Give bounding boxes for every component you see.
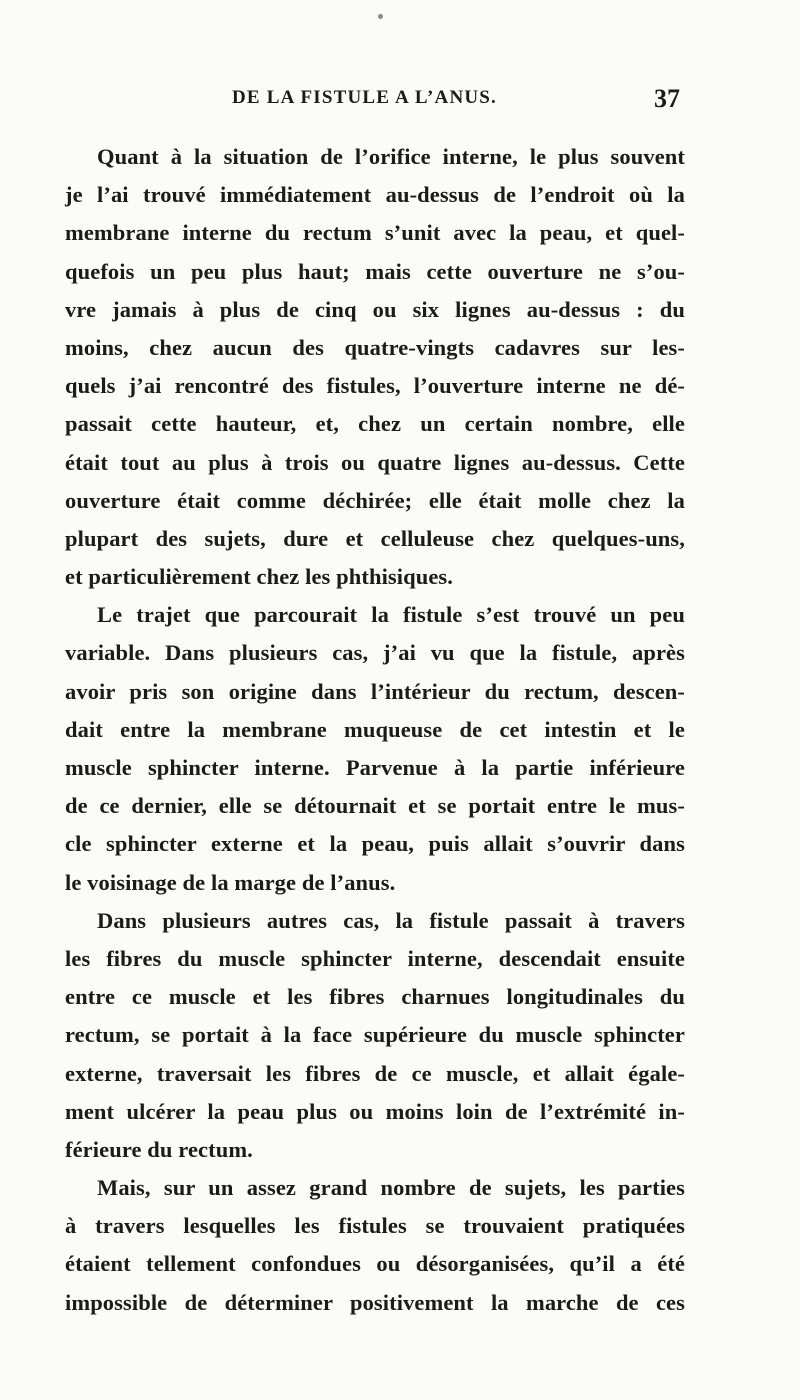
text-line: muscle sphincter interne. Parvenue à la partie inférieure bbox=[65, 755, 685, 780]
text-line: Quant à la situation de l’orifice interne, le plus souvent bbox=[97, 144, 685, 169]
text-line: quefois un peu plus haut; mais cette ouverture ne s’ou- bbox=[65, 258, 685, 284]
text-line: passait cette hauteur, et, chez un certain nombre, elle bbox=[65, 411, 685, 437]
page-number: 37 bbox=[654, 84, 680, 113]
text-line: je l’ai trouvé immédiatement au-dessus de l’endroit où la bbox=[65, 182, 685, 208]
text-line: férieure du rectum. bbox=[65, 1136, 253, 1162]
text-line: vre jamais à plus de cinq ou six lignes au-dessus : du bbox=[65, 296, 685, 322]
text-line: étaient tellement confondues ou désorganisées, qu’il a été bbox=[65, 1251, 685, 1277]
body-text bbox=[65, 138, 685, 1322]
running-head bbox=[120, 84, 680, 117]
text-line: les fibres du muscle sphincter interne, descendait ensuite bbox=[65, 945, 685, 971]
text-line: entre ce muscle et les fibres charnues longitudinales du bbox=[65, 984, 685, 1010]
text-line: plupart des sujets, dure et celluleuse chez quelques-uns, bbox=[65, 525, 685, 551]
text-line: externe, traversait les fibres de ce muscle, et allait égale- bbox=[65, 1060, 685, 1086]
print-speck bbox=[378, 14, 383, 19]
text-line: cle sphincter externe et la peau, puis allait s’ouvrir dans bbox=[65, 831, 685, 857]
text-line: le voisinage de la marge de l’anus. bbox=[65, 869, 396, 895]
text-line: avoir pris son origine dans l’intérieur du rectum, descen- bbox=[65, 678, 685, 704]
text-line: et particulièrement chez les phthisiques. bbox=[65, 564, 454, 590]
text-line: Mais, sur un assez grand nombre de sujets, les parties bbox=[97, 1175, 685, 1201]
text-line: moins, chez aucun des quatre-vingts cadavres sur les- bbox=[65, 334, 685, 360]
text-line: était tout au plus à trois ou quatre lignes au-dessus. Cette bbox=[65, 449, 685, 475]
text-line: ment ulcérer la peau plus ou moins loin de l’extrémité in- bbox=[65, 1098, 685, 1124]
text-line: de ce dernier, elle se détournait et se portait entre le mus- bbox=[65, 793, 685, 819]
text-line: variable. Dans plusieurs cas, j’ai vu que la fistule, après bbox=[65, 640, 685, 666]
text-line: à travers lesquelles les fistules se trouvaient pratiquées bbox=[65, 1213, 685, 1239]
text-line: quels j’ai rencontré des fistules, l’ouverture interne ne dé- bbox=[65, 373, 685, 399]
text-line: Dans plusieurs autres cas, la fistule passait à travers bbox=[97, 907, 685, 933]
text-line: dait entre la membrane muqueuse de cet intestin et le bbox=[65, 716, 685, 742]
text-line: rectum, se portait à la face supérieure du muscle sphincter bbox=[65, 1022, 685, 1048]
text-line: Le trajet que parcourait la fistule s’est trouvé un peu bbox=[97, 602, 685, 628]
text-line: membrane interne du rectum s’unit avec la peau, et quel- bbox=[65, 220, 685, 246]
text-line: ouverture était comme déchirée; elle était molle chez la bbox=[65, 487, 685, 513]
text-line: impossible de déterminer positivement la marche de ces bbox=[65, 1289, 685, 1315]
running-title: DE LA FISTULE A L’ANUS. bbox=[232, 87, 498, 108]
